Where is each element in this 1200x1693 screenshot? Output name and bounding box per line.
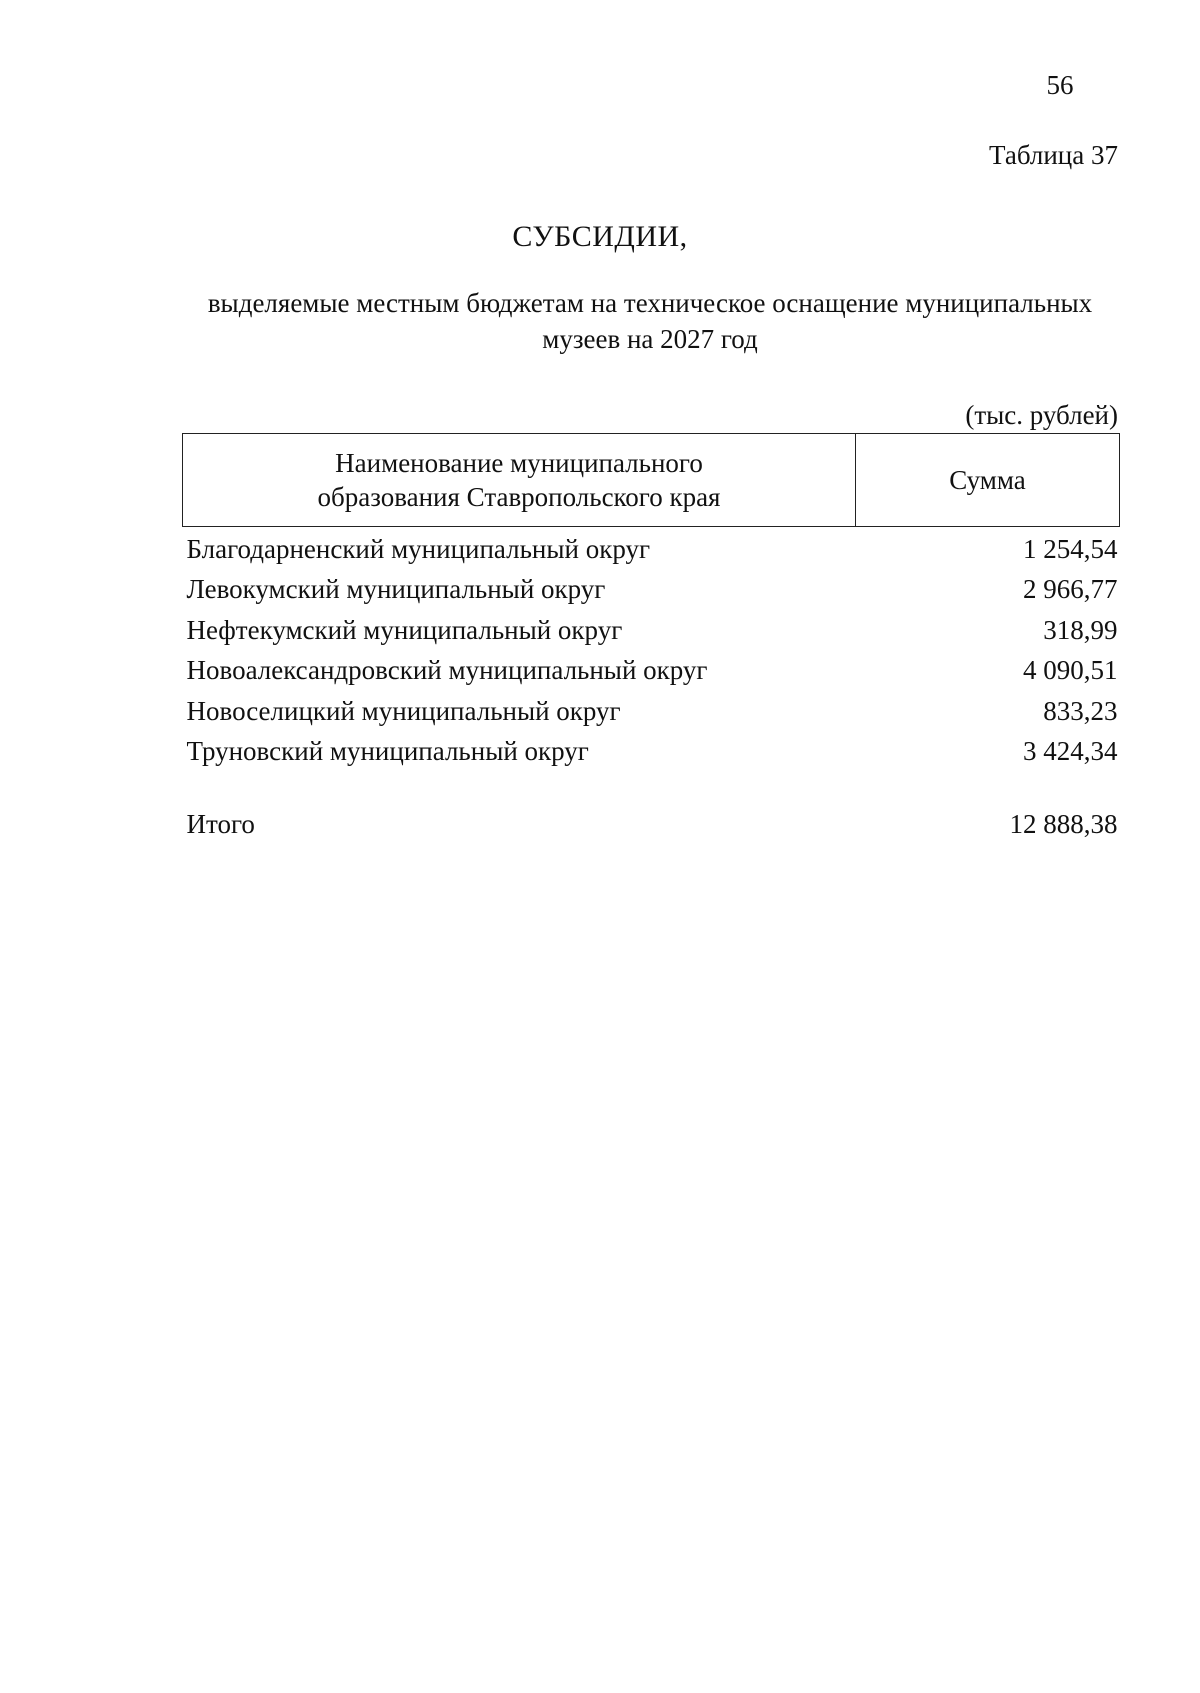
row-value: 2 966,77 bbox=[1023, 574, 1118, 605]
header-municipality-line2: образования Ставропольского края bbox=[317, 482, 721, 512]
row-name: Труновский муниципальный округ bbox=[186, 736, 589, 767]
row-name: Левокумский муниципальный округ bbox=[186, 574, 606, 605]
total-value: 12 888,38 bbox=[1009, 808, 1118, 839]
table-label: Таблица 37 bbox=[989, 140, 1118, 170]
table-row bbox=[183, 732, 1120, 773]
spacer-cell bbox=[856, 772, 1120, 804]
row-value: 1 254,54 bbox=[1023, 533, 1118, 564]
table-row bbox=[183, 570, 1120, 611]
total-row bbox=[183, 804, 1120, 845]
table-row bbox=[183, 527, 1120, 570]
row-value: 833,23 bbox=[1043, 695, 1118, 726]
row-value: 3 424,34 bbox=[1023, 736, 1118, 767]
row-name: Нефтекумский муниципальный округ bbox=[186, 614, 623, 645]
document-title: СУБСИДИИ, bbox=[512, 220, 688, 253]
total-label: Итого bbox=[186, 808, 255, 839]
row-name: Благодарненский муниципальный округ bbox=[186, 533, 651, 564]
page-number: 56 bbox=[1046, 70, 1074, 100]
row-value: 318,99 bbox=[1043, 614, 1118, 645]
header-municipality-line1: Наименование муниципального bbox=[335, 448, 703, 478]
table-row bbox=[183, 691, 1120, 732]
row-name: Новоселицкий муниципальный округ bbox=[186, 695, 621, 726]
table-row bbox=[183, 610, 1120, 651]
row-value: 4 090,51 bbox=[1023, 655, 1118, 686]
header-municipality bbox=[183, 434, 856, 527]
spacer-cell bbox=[183, 772, 856, 804]
table-row bbox=[183, 651, 1120, 692]
document-subtitle: выделяемые местным бюджетам на техническое оснащение муниципальных музеев на 2027 год bbox=[207, 288, 1093, 354]
header-sum: Сумма bbox=[856, 434, 1120, 527]
row-name: Новоалександровский муниципальный округ bbox=[186, 655, 708, 686]
units-label: (тыс. рублей) bbox=[965, 400, 1118, 430]
table-header-row bbox=[183, 434, 1120, 527]
subsidies-table bbox=[182, 433, 1120, 845]
table-spacer bbox=[183, 772, 1120, 804]
